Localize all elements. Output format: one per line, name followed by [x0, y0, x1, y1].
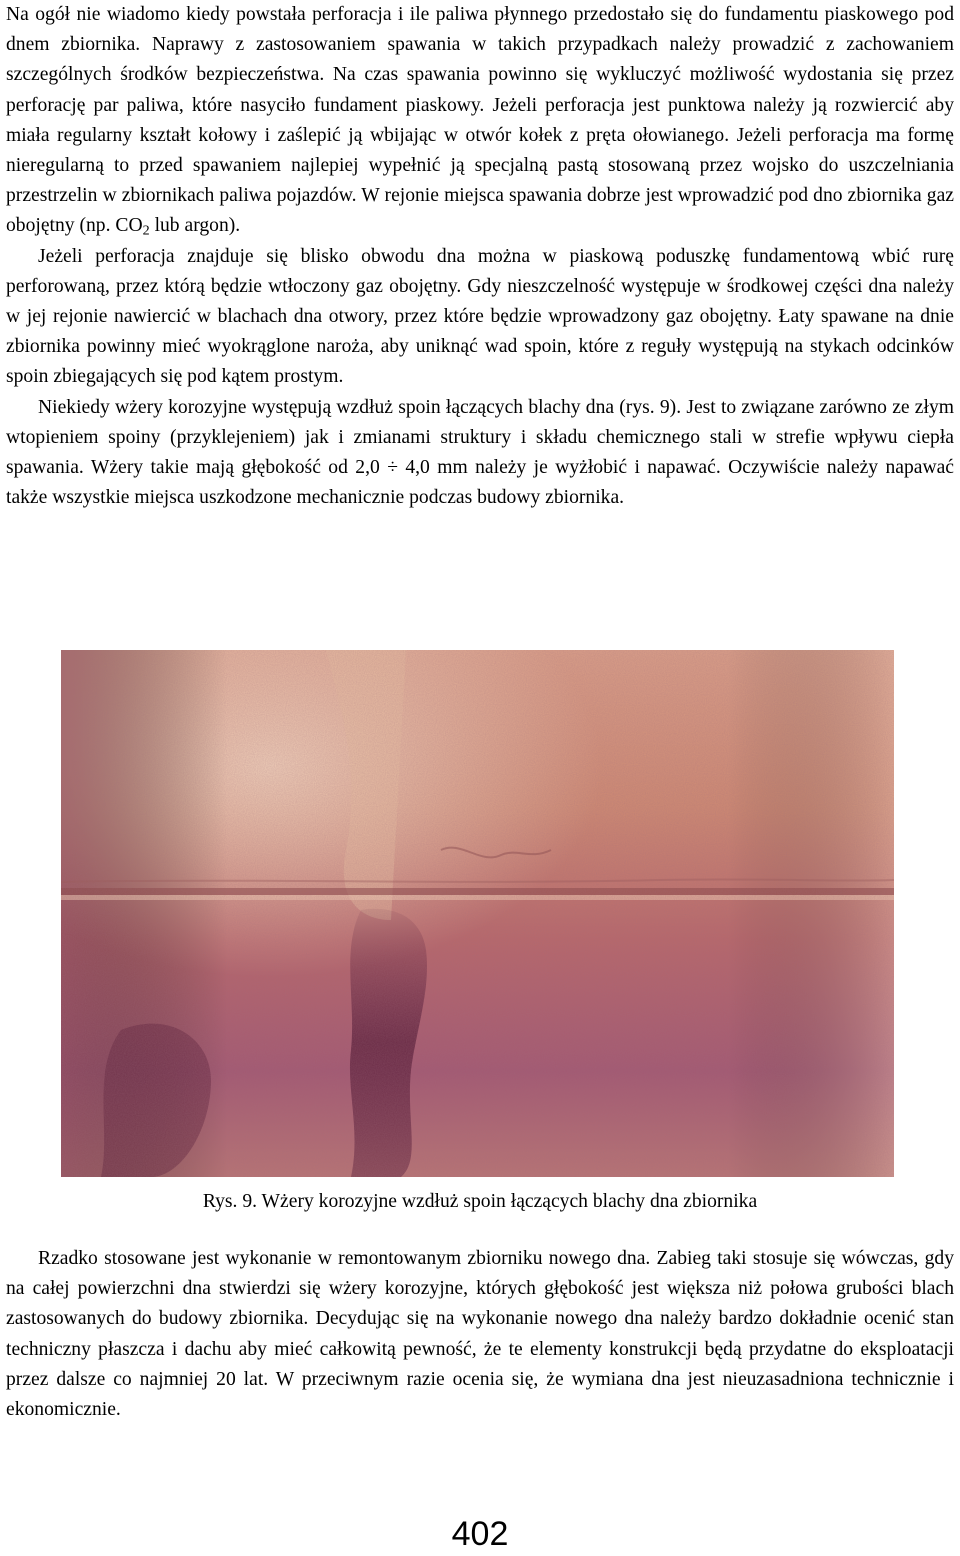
subscript-2: 2: [142, 222, 150, 239]
body-text-top: [6, 0, 954, 513]
paragraph-3: Niekiedy wżery korozyjne występują wzdłuż spoin łączących blachy dna (rys. 9). Jest to związane zarówno ze złym wtopieniem spoiny (przyklejeniem) jak i zmianami struktury i składu chemicznego stali w strefie wpływu ciepła spawania. Wżery takie mają głębokość od 2,0 ÷ 4,0 mm należy je wyżłobić i napawać. Oczywiście należy napawać także wszystkie miejsca uszkodzone mechanicznie podczas budowy zbiornika.: [6, 396, 954, 509]
figure-caption: Rys. 9. Wżery korozyjne wzdłuż spoin łączących blachy dna zbiornika: [202, 1191, 758, 1212]
body-text-bottom: [6, 1244, 954, 1425]
paragraph-1: Na ogół nie wiadomo kiedy powstała perforacja i ile paliwa płynnego przedostało się do fundamentu piaskowego pod dnem zbiornika. Naprawy z zastosowaniem spawania w takich przypadkach należy prowadzić z zachowaniem szczególnych środków bezpieczeństwa. Na czas spawania powinno się wykluczyć możliwość wydostania się przez perforację par paliwa, które nasyciło fundament piaskowy. Jeżeli perforacja jest punktowa należy ją rozwiercić aby miała regularny kształt kołowy i zaślepić ją wbijając w otwór kołek z pręta ołowianego. Jeżeli perforacja ma formę nieregularną to przed spawaniem najlepiej wypełnić ją specjalną pastą stosowaną przez wojsko do uszczelniania przestrzelin w zbiornikach paliwa pojazdów. W rejonie miejsca spawania dobrze jest wprowadzić pod dno zbiornika gaz obojętny (np. $CO_2$ lub argon).: [6, 4, 954, 239]
paragraph-4: Rzadko stosowane jest wykonanie w remontowanym zbiorniku nowego dna. Zabieg taki stosuje się wówczas, gdy na całej powierzchni dna stwierdzi się wżery korozyjne, których głębokość jest większa niż połowa grubości blach zastosowanych do budowy zbiornika. Decydując się na wykonanie nowego dna należy bardzo dokładnie ocenić stan techniczny płaszcza i dachu aby mieć całkowitą pewność, że te elementy konstrukcji będą przydatne do eksploatacji przez dalsze co najmniej 20 lat. W przeciwnym razie ocenia się, że wymiana dna jest nieuzasadniona technicznie i ekonomicznie.: [6, 1248, 954, 1421]
paragraph-2: Jeżeli perforacja znajduje się blisko obwodu dna można w piaskową poduszkę fundamentową wbić rurę perforowaną, przez którą będzie wtłoczony gaz obojętny. Gdy nieszczelność występuje w środkowej części dna należy w jej rejonie nawiercić w blachach dna otwory, przez które będzie wprowadzony gaz obojętny. Łaty spawane na dnie zbiornika powinny mieć wyokrąglone naroża, aby uniknąć wad spoin, które z reguły występują na stykach odcinków spoin zbiegających się pod kątem prostym.: [6, 245, 954, 388]
figure-photo-corrosion-pits: [61, 650, 894, 1177]
page-number: 402: [451, 1515, 509, 1553]
